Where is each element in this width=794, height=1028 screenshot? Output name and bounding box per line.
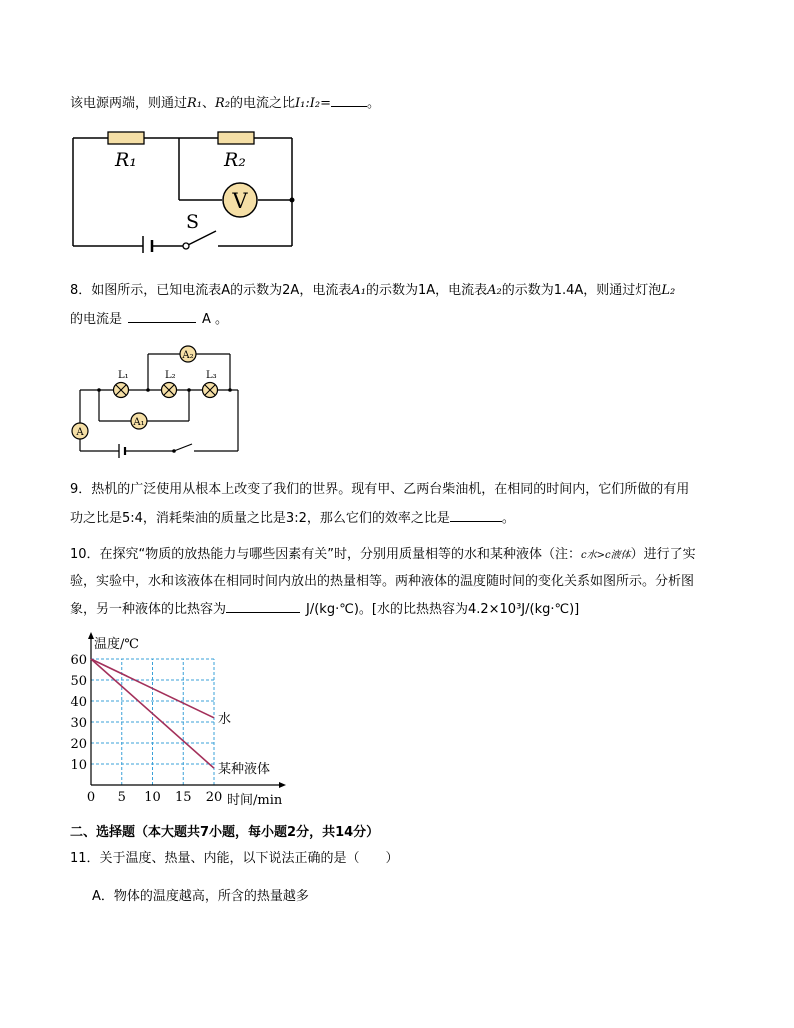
answer-blank[interactable] — [450, 508, 502, 522]
switch-label: S — [186, 211, 200, 233]
switch-pivot — [172, 449, 176, 453]
q8-line2: 的电流是 A 。 — [70, 309, 228, 329]
series-label: 水 — [218, 711, 232, 727]
junction-dot — [146, 388, 150, 392]
y-tick-label: 20 — [70, 737, 87, 752]
l2-symbol: L₂ — [661, 283, 676, 298]
switch-pivot — [183, 243, 189, 249]
junction-dot — [97, 388, 101, 392]
q11-stem: 11．关于温度、热量、内能，以下说法正确的是（ ） — [70, 851, 399, 866]
y-tick-label: 30 — [70, 716, 87, 731]
r2-symbol: R₂ — [215, 96, 231, 111]
y-tick-label: 10 — [70, 758, 87, 773]
chart-grid — [91, 659, 214, 785]
lamp-l2-label: L₂ — [165, 370, 176, 381]
y-tick-label: 40 — [70, 695, 87, 710]
lamp-l1 — [114, 383, 129, 398]
voltmeter-label: V — [232, 189, 248, 213]
answer-blank[interactable] — [226, 599, 300, 613]
temperature-time-chart — [60, 630, 310, 810]
lamp-l2 — [162, 383, 177, 398]
lamp-l3 — [203, 383, 218, 398]
y-tick-label: 50 — [70, 674, 87, 689]
q7-text: 该电源两端，则通过R₁、R₂的电流之比I₁:I₂= 。 — [70, 93, 380, 113]
circuit-diagram-1 — [68, 128, 308, 253]
x-tick-label: 20 — [205, 790, 223, 805]
x-tick-label: 0 — [86, 790, 96, 805]
r2-label: R₂ — [224, 149, 246, 171]
junction-dot-right — [290, 198, 295, 203]
x-tick-label: 10 — [144, 790, 161, 805]
lamp-l3-label: L₃ — [206, 370, 217, 381]
current-ratio: I₁:I₂= — [295, 96, 332, 111]
section-title: 二、选择题（本大题共7小题，每小题2分，共14分） — [70, 825, 380, 840]
q10-line2: 验，实验中，水和该液体在相同时间内放出的热量相等。两种液体的温度随时间的变化关系如图所示。分析图 — [70, 574, 695, 589]
series-label: 某种液体 — [218, 762, 271, 778]
chart-series — [91, 659, 214, 768]
ammeter-a-label: A — [76, 427, 84, 438]
r1-label: R₁ — [115, 149, 137, 171]
q9-line1: 9．热机的广泛使用从根本上改变了我们的世界。现有甲、乙两台柴油机，在相同的时间内，它们所做的有用 — [70, 482, 690, 497]
junction-dot — [228, 388, 232, 392]
a1-symbol: A₁ — [351, 283, 366, 298]
a2-symbol: A₂ — [487, 283, 502, 298]
r1-symbol: R₁ — [187, 96, 203, 111]
q9-line2: 功之比是5:4，消耗柴油的质量之比是3:2，那么它们的效率之比是 。 — [70, 508, 515, 528]
x-axis-arrow — [279, 782, 286, 788]
x-tick-label: 15 — [174, 790, 192, 805]
y-axis-label: 温度/℃ — [94, 637, 139, 652]
junction-dot — [187, 388, 191, 392]
series-line-liquid — [91, 659, 214, 768]
q8-line1: 8．如图所示，已知电流表A的示数为2A，电流表A₁的示数为1A，电流表A₂的示数为1.4A，则通过灯泡L₂ — [70, 283, 676, 298]
lamp-l1-label: L₁ — [118, 370, 129, 381]
q11-option-a[interactable]: A．物体的温度越高，所含的热量越多 — [92, 889, 309, 904]
resistor-r1 — [108, 132, 144, 144]
resistor-r2 — [218, 132, 254, 144]
circuit-diagram-2 — [68, 343, 248, 463]
q10-line1: 10．在探究“物质的放热能力与哪些因素有关”时，分别用质量相等的水和某种液体（注：c水>c液体）进行了实 — [70, 547, 696, 562]
x-axis-label: 时间/min — [227, 793, 283, 808]
answer-blank[interactable] — [331, 93, 367, 107]
x-tick-label: 5 — [117, 790, 126, 805]
ammeter-a2-label: A₂ — [182, 350, 194, 361]
q10-line3: 象，另一种液体的比热容为 J/(kg·℃)。[水的比热热容为4.2×10³J/(kg·℃)] — [70, 599, 579, 619]
y-tick-label: 60 — [70, 653, 87, 668]
ammeter-a1-label: A₁ — [133, 417, 145, 428]
specific-heat-note: c水>c液体 — [581, 550, 631, 561]
answer-blank[interactable] — [128, 309, 196, 323]
